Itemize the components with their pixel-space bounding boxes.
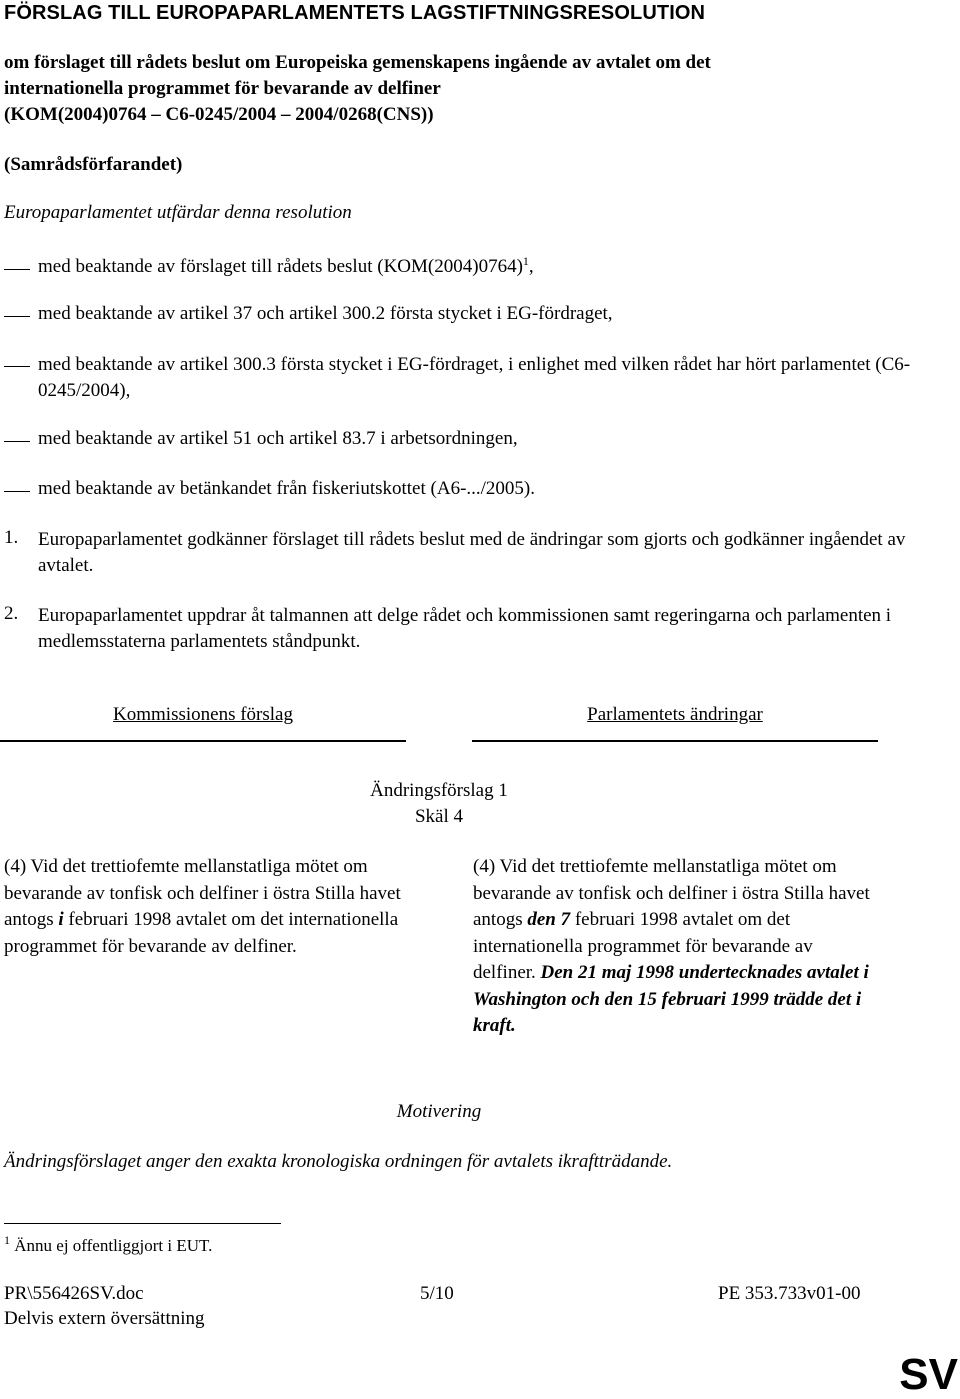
text-run: (4) Vid det trettiofemte mellanstatliga mötet om bevarande av tonfisk och delfiner i östra Stilla havet antogs xyxy=(473,856,870,930)
subject-line: om förslaget till rådets beslut om Europeiska gemenskapens ingående av avtalet om det xyxy=(4,52,711,73)
footnote-rule xyxy=(4,1223,281,1224)
subject-line: internationella programmet för bevarande av delfiner xyxy=(4,78,441,99)
dash-bullet xyxy=(4,441,30,442)
footnote-number: 1 xyxy=(4,1233,10,1247)
amendment-heading xyxy=(0,778,878,830)
dash-bullet xyxy=(4,366,30,367)
language-badge: SV xyxy=(899,1350,958,1399)
commission-text xyxy=(4,854,404,960)
text-run: (4) Vid det trettiofemte mellanstatliga mötet om bevarande av tonfisk och delfiner i östra Stilla havet antogs xyxy=(4,856,401,930)
column-rule-right xyxy=(472,740,878,742)
changed-text: Den 21 maj 1998 undertecknades avtalet i Washington och den 15 februari 1999 trädde det i kraft. xyxy=(473,962,869,1036)
citation-item: med beaktande av betänkandet från fiskeriutskottet (A6-.../2005). xyxy=(38,478,535,499)
subject-line: (KOM(2004)0764 – C6-0245/2004 – 2004/0268(CNS)) xyxy=(4,104,434,125)
text-run: februari 1998 avtalet om det internationella programmet för bevarande av delfiner. xyxy=(4,909,399,957)
point-text: Europaparlamentet godkänner förslaget till rådets beslut med de ändringar som gjorts och godkänner ingåendet av avtalet. xyxy=(38,529,906,576)
footnote-text: Ännu ej offentliggjort i EUT. xyxy=(14,1236,213,1255)
footer-doc: PR\556426SV.doc xyxy=(4,1283,144,1304)
column-rule-left xyxy=(0,740,406,742)
subject-block xyxy=(4,50,711,128)
amendment-title: Ändringsförslag 1 xyxy=(370,780,508,801)
citation-text: med beaktande av förslaget till rådets beslut (KOM(2004)0764) xyxy=(38,256,523,277)
document-title: FÖRSLAG TILL EUROPAPARLAMENTETS LAGSTIFTNINGSRESOLUTION xyxy=(4,2,706,24)
citation-item: med beaktande av artikel 37 och artikel 300.2 första stycket i EG-fördraget, xyxy=(38,303,613,324)
point-number: 1. xyxy=(4,527,19,548)
changed-text: i xyxy=(58,909,64,930)
changed-text: den 7 xyxy=(527,909,571,930)
resolution-intro: Europaparlamentet utfärdar denna resolution xyxy=(4,202,352,223)
parliament-text xyxy=(473,854,879,1040)
amendment-subtitle: Skäl 4 xyxy=(414,806,464,827)
citation-item: med beaktande av artikel 300.3 första stycket i EG-fördraget, i enlighet med vilken rådet har hört parlamentet (C6-0245/2004), xyxy=(38,354,911,401)
citation-tail: , xyxy=(528,256,534,277)
footnote-ref: 1 xyxy=(522,254,529,268)
citation-item: med beaktande av artikel 51 och artikel 83.7 i arbetsordningen, xyxy=(38,428,518,449)
footnote xyxy=(4,1233,213,1256)
dash-bullet xyxy=(4,491,30,492)
point-number: 2. xyxy=(4,603,19,624)
commission-proposal-header: Kommissionens förslag xyxy=(113,704,293,725)
dash-bullet xyxy=(4,316,30,317)
footer-page: 5/10 xyxy=(420,1283,454,1304)
text-run: februari 1998 avtalet om det internationella programmet för bevarande av delfiner. xyxy=(473,909,813,983)
dash-bullet xyxy=(4,269,30,270)
citation-item xyxy=(38,256,534,278)
procedure-label: (Samrådsförfarandet) xyxy=(4,154,183,175)
motivation-text: Ändringsförslaget anger den exakta kronologiska ordningen för avtalets ikraftträdande. xyxy=(4,1151,673,1172)
motivation-heading: Motivering xyxy=(396,1101,482,1122)
point-text: Europaparlamentet uppdrar åt talmannen att delge rådet och kommissionen samt regeringarna och parlamenten i medlemsstaterna parlamentets ståndpunkt. xyxy=(38,605,892,652)
footer-translation: Delvis extern översättning xyxy=(4,1308,205,1329)
footer-ref: PE 353.733v01-00 xyxy=(718,1283,861,1304)
parliament-amendments-header: Parlamentets ändringar xyxy=(587,704,763,725)
